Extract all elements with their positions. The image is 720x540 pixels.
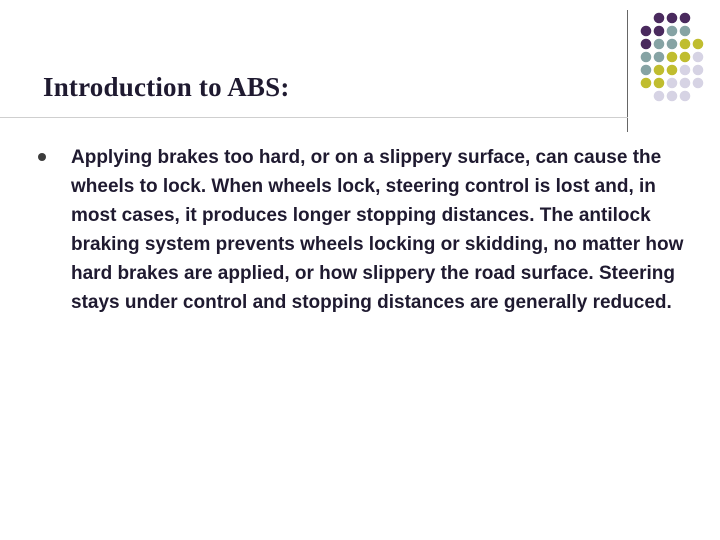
- decorative-dot: [680, 91, 691, 102]
- bullet-text: Applying brakes too hard, or on a slippery surface, can cause the wheels to lock. When wheels lock, steering control is lost and, in most cases, it produces longer stopping distances. The antilock braking system prevents wheels locking or skidding, no matter how hard brakes are applied, or how slippery the road surface. Steering stays under control and stopping distances are generally reduced.: [71, 147, 684, 313]
- decorative-dot: [693, 78, 704, 89]
- bullet-list: [38, 143, 688, 317]
- decorative-dot: [680, 13, 691, 24]
- decorative-dot: [680, 39, 691, 50]
- decorative-dot: [680, 26, 691, 37]
- decorative-dot: [693, 39, 704, 50]
- slide-title: Introduction to ABS:: [43, 72, 290, 102]
- decorative-dot: [641, 65, 652, 76]
- title-underline: [0, 117, 628, 118]
- decorative-dot: [667, 91, 678, 102]
- decorative-dot: [667, 78, 678, 89]
- decorative-dot: [667, 52, 678, 63]
- decorative-dot: [693, 65, 704, 76]
- decorative-dot: [680, 65, 691, 76]
- decorative-dot: [654, 52, 665, 63]
- decorative-dot: [654, 91, 665, 102]
- decorative-vertical-line: [627, 10, 628, 132]
- decorative-dot: [641, 26, 652, 37]
- decorative-dot: [680, 78, 691, 89]
- decorative-dot: [654, 26, 665, 37]
- bullet-item: [38, 143, 688, 317]
- bullet-dot-icon: [38, 153, 46, 161]
- decorative-dot: [641, 39, 652, 50]
- decorative-dot: [654, 13, 665, 24]
- decorative-dot: [667, 39, 678, 50]
- decorative-dot: [667, 26, 678, 37]
- decorative-dot: [680, 52, 691, 63]
- decorative-dot: [693, 52, 704, 63]
- decorative-dot: [654, 65, 665, 76]
- decorative-dot: [654, 39, 665, 50]
- decorative-dot: [667, 13, 678, 24]
- decorative-dot: [654, 78, 665, 89]
- decorative-dot: [641, 52, 652, 63]
- decorative-dot: [641, 78, 652, 89]
- decorative-dot: [667, 65, 678, 76]
